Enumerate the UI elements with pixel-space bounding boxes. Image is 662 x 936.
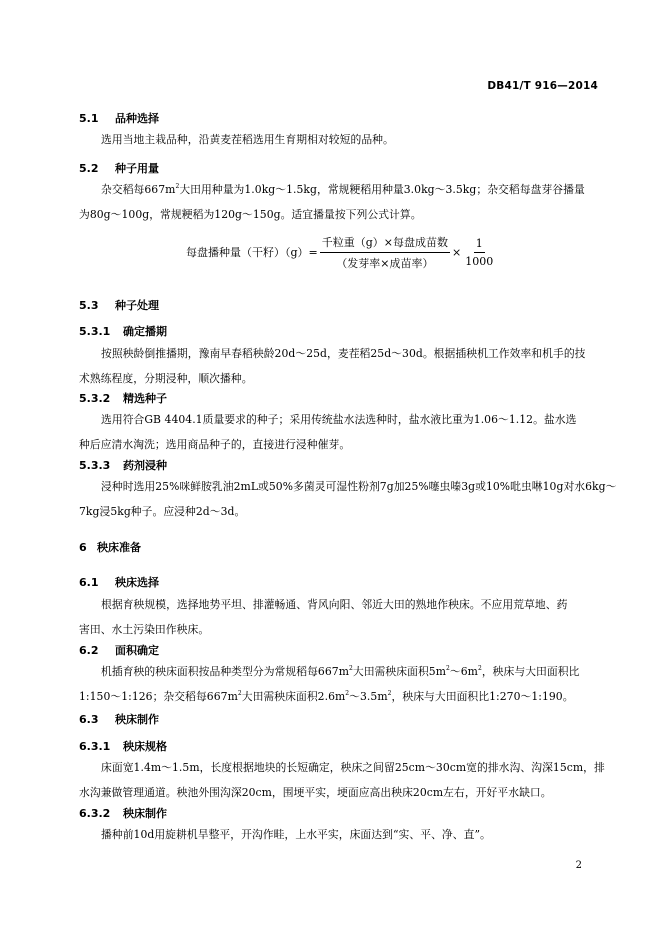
paragraph-5-3-2 [79,407,599,457]
text-line [79,177,599,202]
heading-6-3 [79,711,159,727]
heading-5-3-1 [79,323,167,339]
section-title: 秧床准备 [97,541,141,554]
text-line: 选用符合GB 4404.1质量要求的种子；采用传统盐水法选种时，盐水液比重为1.06～1.12。盐水选 [101,413,577,426]
paragraph-6-1 [79,592,599,642]
superscript: 2 [345,690,350,697]
section-title: 秧床制作 [123,807,167,820]
heading-5-2 [79,160,159,176]
formula-times: × [452,245,462,259]
text-line: 床面宽1.4m～1.5m，长度根据地块的长短确定，秧床之间留25cm～30cm宽的排水沟、沟深15cm，排 [101,761,605,774]
section-title: 精选种子 [123,392,167,405]
text-line: 害田、水土污染田作秧床。 [79,623,210,636]
paragraph-5-3-1 [79,341,599,391]
superscript: 2 [446,665,450,672]
heading-6-2 [79,642,159,658]
text-run: 大田需秧床面积5m [352,665,446,678]
heading-6-3-1 [79,738,167,754]
section-number: 5.1 [79,112,99,125]
paragraph-6-3-1 [79,755,605,805]
section-number: 6.3 [79,713,99,726]
formula-numerator-2: 1 [474,237,485,253]
seeding-rate-formula [186,232,497,272]
text-run: 1:150～1:126；杂交稻每667m [79,690,238,703]
section-title: 面积确定 [115,644,159,657]
formula-denominator-2: 1000 [465,254,494,268]
text-line: 按照秧龄倒推播期，豫南早春稻秧龄20d～25d，麦茬稻25d～30d。根据插秧机工作效率和机手的技 [101,347,586,360]
section-title: 药剂浸种 [123,459,167,472]
section-number: 5.3.1 [79,325,111,338]
paragraph-6-3-2 [79,822,599,847]
text-line: 浸种时选用25%咪鲜胺乳油2mL或50%多菌灵可湿性粉剂7g加25%噻虫嗪3g或10%吡虫啉10g对水6kg～ [101,480,617,493]
text-line: 7kg浸5kg种子。应浸种2d～3d。 [79,505,246,518]
section-number: 6 [79,541,87,554]
text-run: ～3.5m [349,690,388,703]
section-number: 6.3.2 [79,807,111,820]
text-run: ，秧床与大田面积比 [481,665,580,678]
text-run: ～6m [449,665,478,678]
section-number: 5.3.2 [79,392,111,405]
paragraph-5-2 [79,177,599,227]
section-title: 品种选择 [115,112,159,125]
section-number: 5.3.3 [79,459,111,472]
section-title: 秧床选择 [115,576,159,589]
heading-5-1 [79,110,159,126]
section-number: 5.3 [79,299,99,312]
text-line: 为80g～100g，常规粳稻为120g～150g。适宜播量按下列公式计算。 [79,208,422,221]
text-line: 根据育秧规模，选择地势平坦、排灌畅通、背风向阳、邻近大田的熟地作秧床。不应用荒草地、药 [101,598,568,611]
superscript: 2 [175,183,180,190]
text-run: 大田需秧床面积2.6m [241,690,346,703]
formula-fraction [320,234,450,271]
heading-5-3-2 [79,390,167,406]
formula-denominator: （发芽率×成苗率） [336,256,434,270]
superscript: 2 [477,665,482,672]
superscript: 2 [237,690,242,697]
text-line: 种后应清水淘洗；选用商品种子的，直接进行浸种催芽。 [79,438,351,451]
formula-lhs: 每盘播种量（干籽）（g）= [186,246,318,259]
text-run: 杂交稻每667m [101,183,176,196]
formula-numerator: 千粒重（g）×每盘成苗数 [320,234,450,253]
superscript: 2 [387,690,392,697]
text-run: ，秧床与大田面积比1:270～1:190。 [391,690,574,703]
text-line [79,659,599,684]
text-run: 机插育秧的秧床面积按品种类型分为常规稻每667m [101,665,349,678]
heading-6 [79,539,141,555]
section-number: 5.2 [79,162,99,175]
formula-fraction-2 [463,237,495,268]
text-line [79,684,599,709]
heading-6-1 [79,574,159,590]
section-title: 种子处理 [115,299,159,312]
superscript: 2 [348,665,353,672]
text-line: 术熟练程度，分期浸种，顺次播种。 [79,372,253,385]
heading-6-3-2 [79,805,167,821]
section-number: 6.3.1 [79,740,111,753]
heading-5-3 [79,297,159,313]
page-number: 2 [575,860,582,871]
section-title: 秧床规格 [123,740,167,753]
text-line: 选用当地主栽品种，沿黄麦茬稻选用生育期相对较短的品种。 [101,133,394,146]
text-line: 水沟兼做管理通道。秧池外围沟深20cm，围埂平实，埂面应高出秧床20cm左右，开好平水缺口。 [79,786,552,799]
paragraph-5-3-3 [79,474,617,524]
section-title: 秧床制作 [115,713,159,726]
text-line: 播种前10d用旋耕机旱整平，开沟作畦，上水平实，床面达到“实、平、净、直”。 [101,828,491,841]
section-number: 6.2 [79,644,99,657]
standard-code: DB41/T 916—2014 [487,80,598,92]
section-number: 6.1 [79,576,99,589]
paragraph-5-1 [79,127,599,152]
paragraph-6-2 [79,659,599,709]
section-title: 确定播期 [123,325,167,338]
text-run: 大田用种量为1.0kg～1.5kg，常规粳稻用种量3.0kg～3.5kg；杂交稻每盘芽谷播量 [179,183,585,196]
heading-5-3-3 [79,457,167,473]
section-title: 种子用量 [115,162,159,175]
